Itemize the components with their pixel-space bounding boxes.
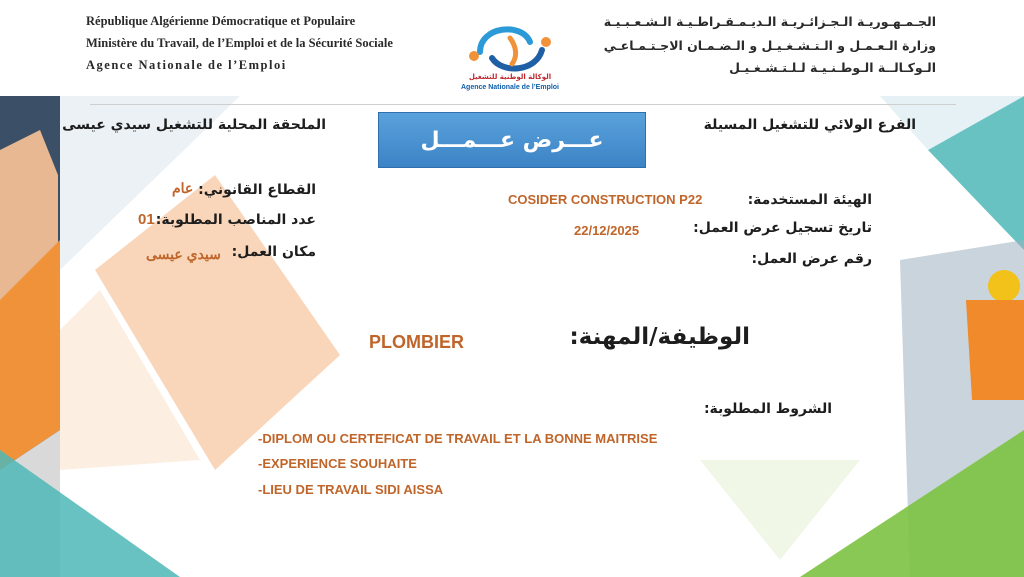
header-fr-republic: République Algérienne Démocratique et Populaire <box>86 14 356 28</box>
positions-label: عدد المناصب المطلوبة: <box>155 212 316 228</box>
header-fr-agency: Agence Nationale de l’Emploi <box>86 58 287 72</box>
job-offer-title-banner: عـــرض عـــمـــل <box>378 112 646 168</box>
logo-ar-caption: الوكالة الوطنية للتشغيل <box>468 73 552 81</box>
work-location-value: سيدي عيسى <box>146 246 221 262</box>
right-pale-green <box>700 460 860 560</box>
requirements-label: الشروط المطلوبة: <box>703 401 832 417</box>
logo-fr-caption: Agence Nationale de l’Emploi <box>460 84 560 91</box>
sector-label: القطاع القانوني: <box>198 182 316 198</box>
registration-date-value: 22/12/2025 <box>574 223 640 238</box>
worker-vest <box>966 300 1024 400</box>
local-office-label: الملحقة المحلية للتشغيل سيدي عيسى <box>62 117 326 133</box>
sector-value: عام <box>172 180 194 196</box>
header-ar-agency: الـوكـالــة الـوطـنـيـة لـلـتـشـغـيـل <box>729 60 936 75</box>
header-divider <box>90 104 956 105</box>
registration-date-label: تاريخ تسجيل عرض العمل: <box>693 220 872 236</box>
offer-number-label: رقم عرض العمل: <box>751 251 872 267</box>
regional-office-label: الفرع الولائي للتشغيل المسيلة <box>703 117 916 133</box>
requirement-item-1: -DIPLOM OU CERTEFICAT DE TRAVAIL ET LA BONNE MAITRISE <box>258 431 658 446</box>
header-ar-ministry: وزارة الـعـمـل و الـتـشـغـيـل و الـضـمـان الاجـتـمـاعـي <box>603 38 936 53</box>
header-fr-ministry: Ministère du Travail, de l’Emploi et de la Sécurité Sociale <box>86 36 393 50</box>
requirement-item-2: -EXPERIENCE SOUHAITE <box>258 456 417 471</box>
positions-value: 01 <box>138 211 155 228</box>
requirement-item-3: -LIEU DE TRAVAIL SIDI AISSA <box>258 482 444 497</box>
job-title-label: الوظيفة/المهنة: <box>569 324 750 350</box>
worker-helmet <box>988 270 1020 302</box>
employer-value: COSIDER CONSTRUCTION P22 <box>508 192 703 207</box>
header-ar-republic: الجـمـهـوريـة الـجـزائـريـة الـديـمـقـراطـيـة الـشـعـبـيـة <box>603 14 936 29</box>
work-location-label: مكان العمل: <box>231 244 316 260</box>
employer-label: الهيئة المستخدمة: <box>747 192 872 208</box>
job-title-value: PLOMBIER <box>369 332 465 352</box>
